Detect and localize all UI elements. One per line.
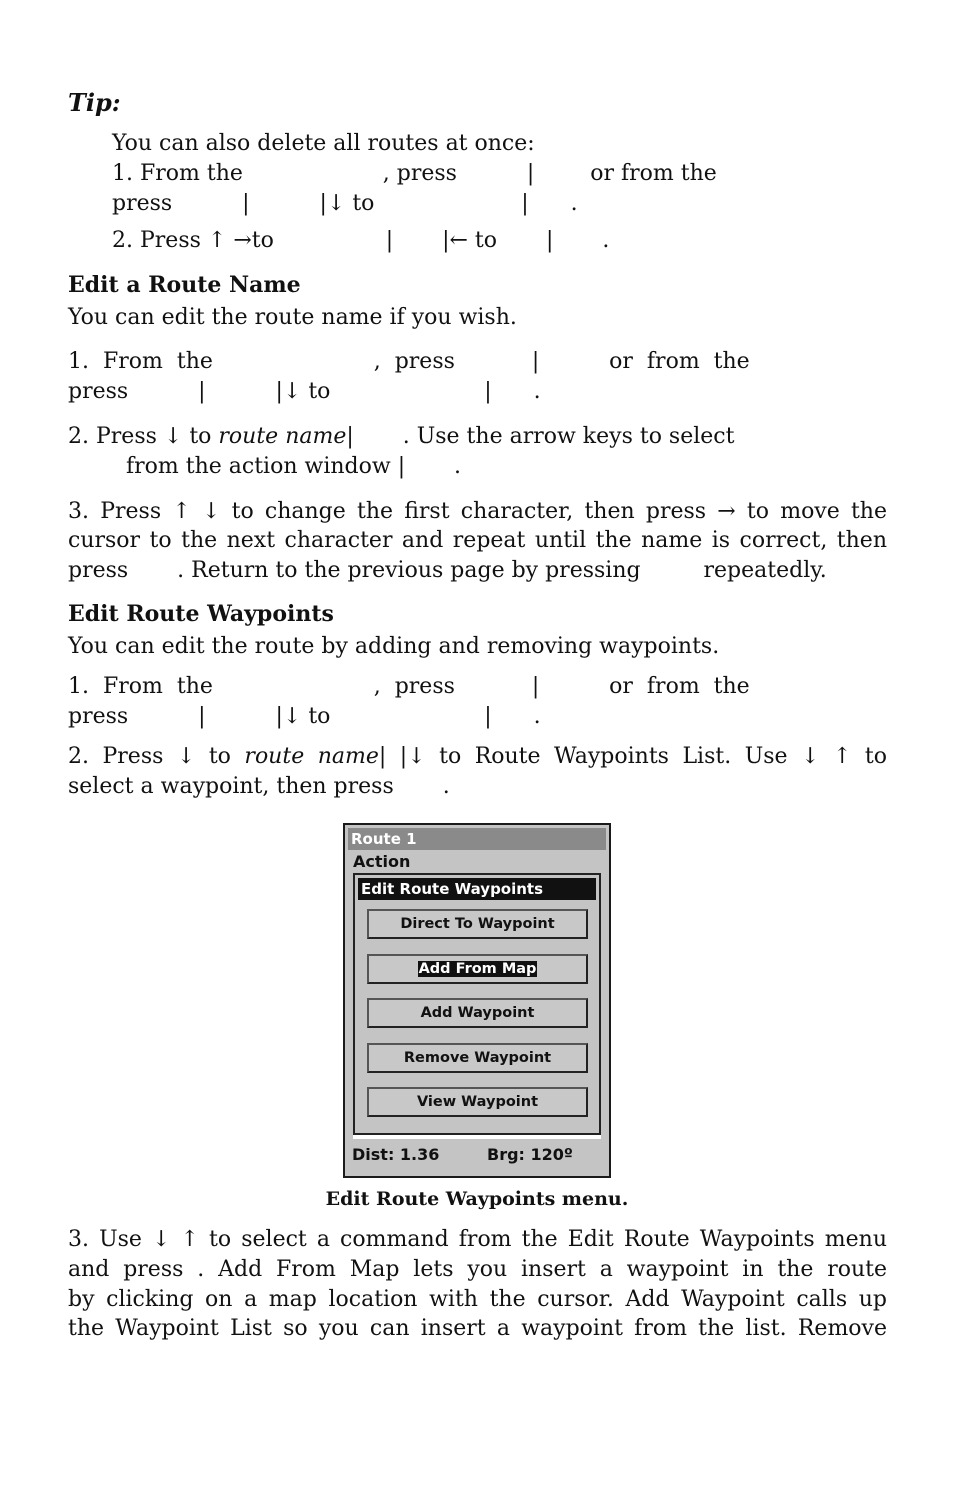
paragraph-line: 1. From the , press | or from the (68, 349, 750, 374)
tip-line-4: 2. Press ↑ →to | |← to | . (112, 228, 610, 253)
add-from-map-button[interactable] (367, 954, 588, 984)
paragraph-line: You can edit the route by adding and removing waypoints. (68, 634, 720, 659)
paragraph-line: press | |↓ to | . (68, 379, 541, 404)
paragraph-line: 3. Use ↓ ↑ to select a command from the Edit Route Waypoints menu (68, 1227, 887, 1252)
paragraph-line: press . Return to the previous page by pressing repeatedly. (68, 558, 827, 583)
paragraph-line: select a waypoint, then press . (68, 774, 450, 799)
tip-line-3: press | |↓ to | . (112, 191, 578, 216)
bearing-readout: Brg: 120º (487, 1145, 573, 1164)
heading-edit-route-waypoints: Edit Route Waypoints (68, 601, 334, 627)
text-run: | . Use the arrow keys to select (346, 424, 735, 449)
selected-label: Add From Map (418, 961, 537, 977)
action-label: Action (353, 852, 411, 871)
route-title-bar: Route 1 (348, 828, 606, 850)
paragraph-line: 3. Press ↑ ↓ to change the first character, then press → to move the (68, 499, 887, 524)
text-run: 2. Press ↓ to (68, 744, 245, 769)
remove-waypoint-button[interactable]: Remove Waypoint (367, 1043, 588, 1073)
direct-to-waypoint-button[interactable]: Direct To Waypoint (367, 909, 588, 939)
tip-line-1: You can also delete all routes at once: (112, 131, 535, 156)
paragraph-line (68, 422, 734, 452)
heading-edit-route-name: Edit a Route Name (68, 272, 301, 298)
paragraph-line: 1. From the , press | or from the (68, 674, 750, 699)
paragraph-line: the Waypoint List so you can insert a waypoint from the list. Remove (68, 1316, 887, 1341)
divider (353, 1135, 601, 1139)
paragraph-line: by clicking on a map location with the cursor. Add Waypoint calls up (68, 1287, 887, 1312)
paragraph-line (68, 742, 887, 772)
tip-line-2: 1. From the , press | or from the (112, 161, 717, 186)
text-run: 2. Press ↓ to (68, 424, 219, 449)
paragraph-line: You can edit the route name if you wish. (68, 305, 517, 330)
text-run: | |↓ to Route Waypoints List. Use ↓ ↑ to (378, 744, 887, 769)
distance-readout: Dist: 1.36 (352, 1145, 440, 1164)
add-waypoint-button[interactable]: Add Waypoint (367, 998, 588, 1028)
tip-heading: Tip: (68, 88, 121, 117)
italic-text: route name (218, 424, 347, 449)
paragraph-line: press | |↓ to | . (68, 704, 541, 729)
view-waypoint-button[interactable]: View Waypoint (367, 1087, 588, 1117)
paragraph-line: and press . Add From Map lets you insert a waypoint in the route (68, 1257, 887, 1282)
figure-caption: Edit Route Waypoints menu. (325, 1188, 629, 1210)
italic-text: route name (244, 744, 379, 769)
edit-route-waypoints-menu (353, 873, 601, 1135)
paragraph-line: from the action window | . (126, 454, 462, 479)
paragraph-line: cursor to the next character and repeat until the name is correct, then (68, 528, 887, 553)
menu-title: Edit Route Waypoints (358, 878, 596, 900)
device-screenshot (343, 823, 611, 1178)
